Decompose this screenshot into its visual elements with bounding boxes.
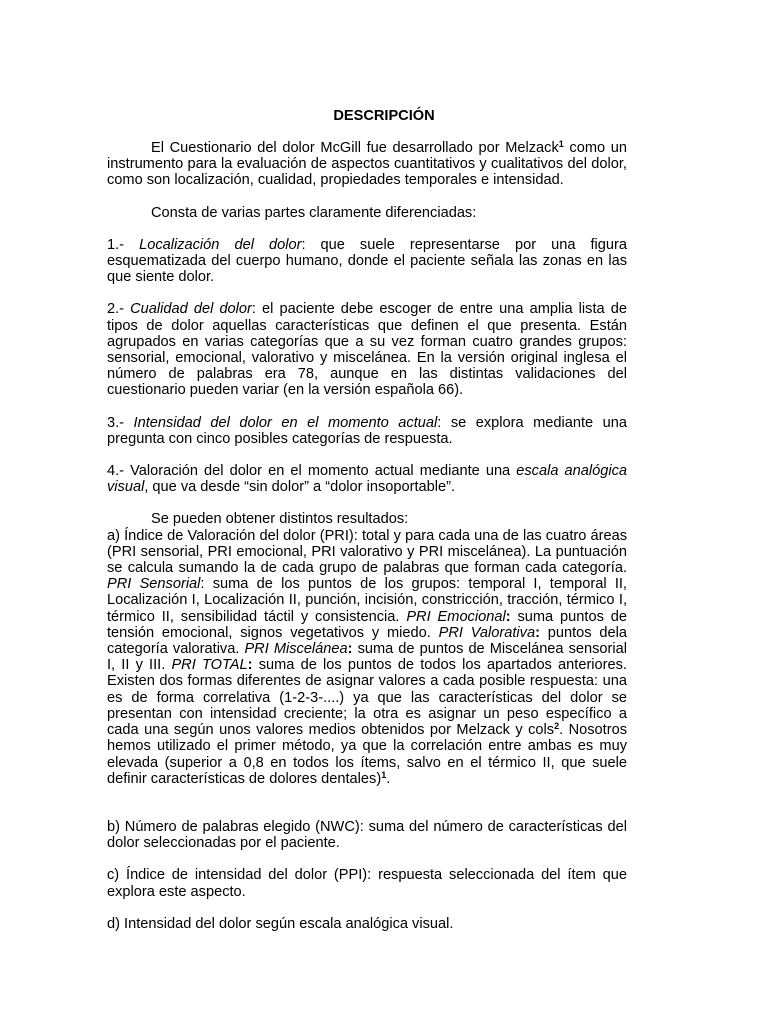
part-4: 4.- Valoración del dolor en el momento actual mediante una escala analógica visual, que va desde “sin dolor” a “dolor insoportable”. <box>107 463 627 496</box>
part-3: 3.- Intensidad del dolor en el momento actual: se explora mediante una pregunta con cinco posibles categorías de respuesta. <box>107 414 628 447</box>
intro-paragraph: El Cuestionario del dolor McGill fue desarrollado por Melzack$^1$ como un instrumento para la evaluación de aspectos cuantitativos y cualitativos del dolor, como son localización, cualidad, propiedades temporales e intensidad. <box>107 139 627 189</box>
result-d: d) Intensidad del dolor según escala analógica visual. <box>107 915 454 932</box>
footnote-ref: 2 <box>554 721 560 732</box>
results-intro: Se pueden obtener distintos resultados: <box>151 511 409 528</box>
part-1: 1.- Localización del dolor: que suele representarse por una figura esquematizada del cuerpo humano, donde el paciente señala las zonas en las que siente dolor. <box>107 236 628 286</box>
result-b: b) Número de palabras elegido (NWC): suma del número de características del dolor seleccionadas por el paciente. <box>107 818 627 852</box>
part-2: 2.- Cualidad del dolor: el paciente debe escoger de entre una amplia lista de tipos de dolor aquellas características que definen el que presenta. Están agrupados en varias categorías que a su vez forman cuatro grandes grupos: sensorial, emocional, valorativo y miscelánea. En la versión original inglesa el número de palabras era 78, aunque en las distintas validaciones del cuestionario pueden variar (en la versión española 66). <box>107 301 627 399</box>
footnote-ref: 1 <box>381 769 387 780</box>
result-c: c) Índice de intensidad del dolor (PPI): respuesta seleccionada del ítem que explora este aspecto. <box>107 867 627 900</box>
footnote-ref: 1 <box>558 139 564 149</box>
page-title: DESCRIPCIÓN <box>333 108 435 124</box>
parts-intro: Consta de varias partes claramente diferenciadas: <box>151 204 477 221</box>
document-body <box>107 140 627 932</box>
result-a: a) Índice de Valoración del dolor (PRI): total y para cada una de las cuatro áreas (PRI sensorial, PRI emocional, PRI valorativo y PRI miscelánea). La puntuación se calcula sumando la de cada grupo de palabras que forman cada categoría. PRI Sensorial: suma de los puntos de los grupos: temporal I, temporal II, Localización I, Localización II, punción, incisión, constricción, tracción, térmico I, térmico II, sensibilidad táctil y consistencia. PRI Emocional: suma puntos de tensión emocional, signos vegetativos y miedo. PRI Valorativa: puntos dela categoría valorativa. PRI Miscelánea: suma de puntos de Miscelánea sensorial I, II y III. PRI TOTAL: suma de los puntos de todos los apartados anteriores. Existen dos formas diferentes de asignar valores a cada posible respuesta: una es de forma correlativa (1-2-3-....) ya que las características del dolor se presentan con intensidad creciente; la otra es asignar un peso específico a cada una según unos valores medios obtenidos por Melzack y cols$^2$. Nosotros hemos utilizado el primer método, ya que la correlación entre ambas es muy elevada (superior a 0,8 en todos los ítems, salvo en el térmico II, que suele definir características de dolores dentales)$^1$. <box>107 527 628 787</box>
